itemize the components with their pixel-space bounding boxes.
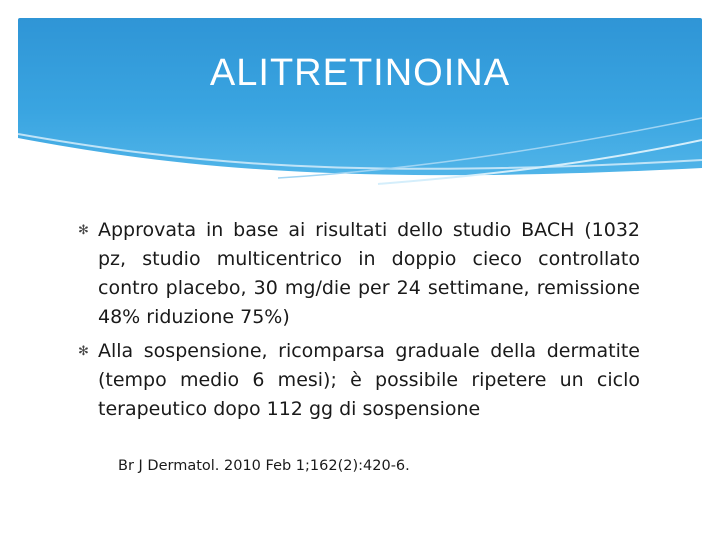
reference-citation: Br J Dermatol. 2010 Feb 1;162(2):420-6.: [118, 458, 410, 474]
bullet-text: Alla sospensione, ricomparsa graduale della dermatite (tempo medio 6 mesi); è possibile ripetere un ciclo terapeutico dopo 112 gg di sospensione: [98, 340, 640, 420]
banner-wave-decoration: [18, 18, 702, 190]
bullet-item: [78, 337, 640, 424]
bullet-text: Approvata in base ai risultati dello studio BACH (1032 pz, studio multicentrico in doppio cieco controllato contro placebo, 30 mg/die per 24 settimane, remissione 48% riduzione 75%): [98, 219, 640, 328]
bullet-list: [78, 216, 640, 429]
title-banner: [18, 18, 702, 190]
asterisk-icon: ✻: [78, 344, 89, 359]
bullet-item: [78, 216, 640, 332]
asterisk-icon: ✻: [78, 223, 89, 238]
slide-title: ALITRETINOINA: [209, 52, 511, 94]
